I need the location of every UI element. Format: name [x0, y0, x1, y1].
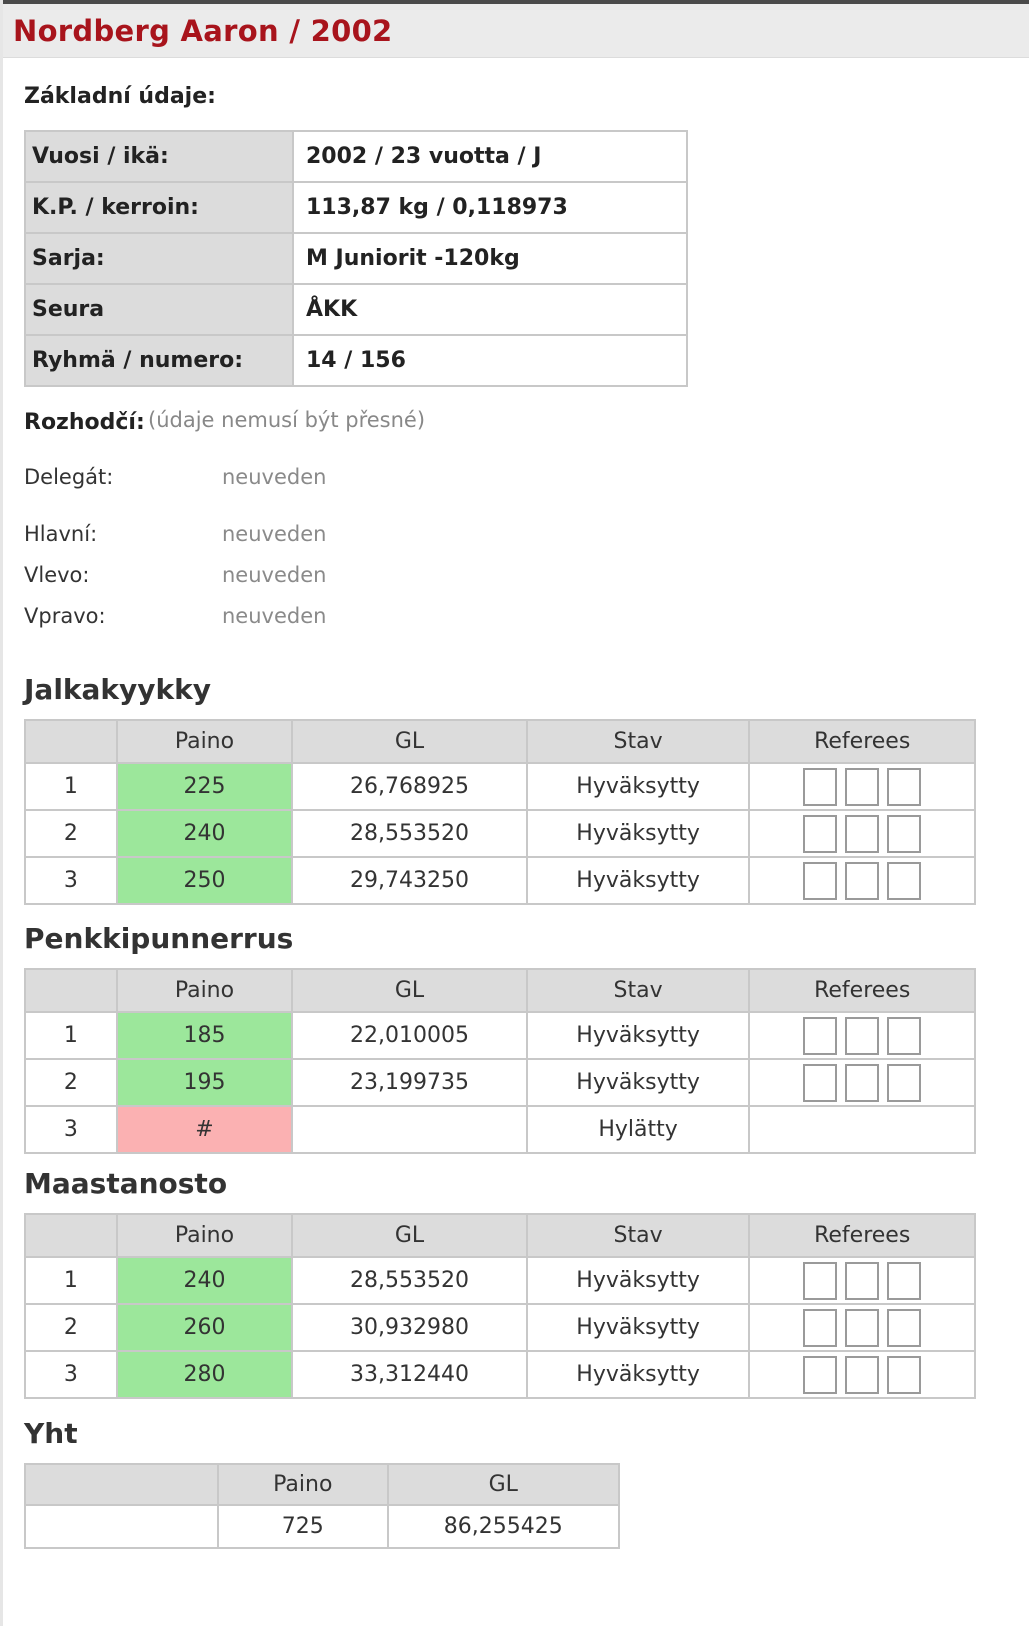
attempt-referees: [749, 763, 975, 810]
total-table: [24, 1463, 620, 1549]
referee-lights: [803, 1262, 921, 1300]
total-header-weight: Paino: [218, 1464, 387, 1505]
lift-title-bench: Penkkipunnerrus: [24, 922, 294, 955]
attempt-row: [25, 857, 975, 904]
attempt-row: [25, 1012, 975, 1059]
referee-value-delegate: neuveden: [222, 465, 327, 489]
header-gl: GL: [292, 969, 527, 1012]
attempt-number: 1: [25, 1257, 117, 1304]
referee-lights: [803, 1356, 921, 1394]
attempt-gl: 22,010005: [292, 1012, 527, 1059]
referee-light: [803, 1017, 837, 1055]
lift-table-deadlift: [24, 1213, 976, 1399]
referee-lights: [803, 815, 921, 853]
attempt-number: 3: [25, 857, 117, 904]
attempt-referees: [749, 1351, 975, 1398]
attempt-status: Hyväksytty: [527, 1257, 750, 1304]
referee-value-main: neuveden: [222, 522, 327, 546]
referee-light: [845, 1017, 879, 1055]
header-referees: Referees: [749, 1214, 975, 1257]
info-label: K.P. / kerroin:: [25, 182, 293, 233]
info-row-group: [25, 335, 687, 386]
total-gl: 86,255425: [388, 1505, 619, 1548]
attempt-status: Hyväksytty: [527, 1012, 750, 1059]
info-value: M Juniorit -120kg: [293, 233, 687, 284]
total-header-gl: GL: [388, 1464, 619, 1505]
referee-light: [803, 1262, 837, 1300]
info-row-category: [25, 233, 687, 284]
header-weight: Paino: [117, 1214, 293, 1257]
attempt-weight: #: [117, 1106, 293, 1153]
referee-light: [887, 1064, 921, 1102]
attempt-weight: 225: [117, 763, 293, 810]
attempt-weight: 195: [117, 1059, 293, 1106]
header-status: Stav: [527, 1214, 750, 1257]
attempt-number: 2: [25, 810, 117, 857]
referee-light: [887, 815, 921, 853]
attempt-row: [25, 1304, 975, 1351]
attempt-number: 1: [25, 763, 117, 810]
referee-lights: [803, 1309, 921, 1347]
attempt-weight: 185: [117, 1012, 293, 1059]
attempt-number: 3: [25, 1351, 117, 1398]
header-no: [25, 1214, 117, 1257]
referee-light: [803, 1356, 837, 1394]
attempt-weight: 240: [117, 810, 293, 857]
total-weight: 725: [218, 1505, 387, 1548]
info-label: Vuosi / ikä:: [25, 131, 293, 182]
basic-info-table: [24, 130, 688, 387]
attempt-row: [25, 763, 975, 810]
attempt-status: Hyväksytty: [527, 1351, 750, 1398]
info-label: Seura: [25, 284, 293, 335]
attempt-status: Hyväksytty: [527, 810, 750, 857]
attempt-row: [25, 1059, 975, 1106]
referee-label-delegate: Delegát:: [24, 465, 114, 489]
referee-light: [887, 1356, 921, 1394]
header-bar: [3, 4, 1029, 58]
info-row-bodyweight: [25, 182, 687, 233]
referee-light: [845, 1309, 879, 1347]
referee-light: [845, 768, 879, 806]
attempt-row: [25, 1106, 975, 1153]
referee-light: [845, 1064, 879, 1102]
total-title: Yht: [24, 1417, 78, 1450]
attempt-weight: 250: [117, 857, 293, 904]
referee-label-main: Hlavní:: [24, 522, 98, 546]
referee-lights: [803, 1064, 921, 1102]
referees-heading: Rozhodčí:: [24, 410, 145, 435]
lift-header-row: [25, 969, 975, 1012]
attempt-gl: 26,768925: [292, 763, 527, 810]
attempt-status: Hyväksytty: [527, 1304, 750, 1351]
attempt-gl: 33,312440: [292, 1351, 527, 1398]
header-weight: Paino: [117, 720, 293, 763]
attempt-referees: [749, 1106, 975, 1153]
basic-info-heading: Základní údaje:: [24, 84, 216, 109]
referees-note: (údaje nemusí být přesné): [148, 408, 426, 432]
referee-light: [887, 862, 921, 900]
attempt-referees: [749, 1257, 975, 1304]
attempt-referees: [749, 1304, 975, 1351]
attempt-status: Hyväksytty: [527, 857, 750, 904]
referee-light: [845, 1262, 879, 1300]
info-value: 113,87 kg / 0,118973: [293, 182, 687, 233]
info-row-club: [25, 284, 687, 335]
referee-label-left: Vlevo:: [24, 563, 90, 587]
lift-title-squat: Jalkakyykky: [24, 673, 212, 706]
total-row: [25, 1505, 619, 1548]
attempt-row: [25, 1351, 975, 1398]
attempt-gl: 30,932980: [292, 1304, 527, 1351]
attempt-number: 3: [25, 1106, 117, 1153]
attempt-status: Hyväksytty: [527, 763, 750, 810]
referee-lights: [803, 862, 921, 900]
referee-lights: [803, 1017, 921, 1055]
referee-light: [887, 768, 921, 806]
info-label: Ryhmä / numero:: [25, 335, 293, 386]
attempt-referees: [749, 1059, 975, 1106]
attempt-gl: 28,553520: [292, 810, 527, 857]
referee-light: [803, 862, 837, 900]
header-status: Stav: [527, 720, 750, 763]
header-referees: Referees: [749, 969, 975, 1012]
referee-light: [887, 1017, 921, 1055]
header-gl: GL: [292, 720, 527, 763]
info-row-year: [25, 131, 687, 182]
attempt-number: 2: [25, 1059, 117, 1106]
header-referees: Referees: [749, 720, 975, 763]
header-status: Stav: [527, 969, 750, 1012]
lift-title-deadlift: Maastanosto: [24, 1167, 228, 1200]
referee-light: [803, 768, 837, 806]
lift-header-row: [25, 720, 975, 763]
referee-value-right: neuveden: [222, 604, 327, 628]
attempt-status: Hylätty: [527, 1106, 750, 1153]
attempt-referees: [749, 810, 975, 857]
attempt-gl: 28,553520: [292, 1257, 527, 1304]
attempt-weight: 260: [117, 1304, 293, 1351]
header-weight: Paino: [117, 969, 293, 1012]
attempt-row: [25, 810, 975, 857]
attempt-referees: [749, 857, 975, 904]
lift-header-row: [25, 1214, 975, 1257]
attempt-gl: 29,743250: [292, 857, 527, 904]
attempt-number: 2: [25, 1304, 117, 1351]
referee-label-right: Vpravo:: [24, 604, 106, 628]
header-no: [25, 720, 117, 763]
referee-light: [887, 1262, 921, 1300]
header-no: [25, 969, 117, 1012]
total-blank: [25, 1505, 218, 1548]
lift-table-squat: [24, 719, 976, 905]
referee-lights: [803, 768, 921, 806]
referee-light: [803, 815, 837, 853]
referee-light: [887, 1309, 921, 1347]
attempt-row: [25, 1257, 975, 1304]
lift-table-bench: [24, 968, 976, 1154]
info-label: Sarja:: [25, 233, 293, 284]
attempt-weight: 280: [117, 1351, 293, 1398]
referee-light: [845, 815, 879, 853]
attempt-weight: 240: [117, 1257, 293, 1304]
referee-light: [845, 1356, 879, 1394]
referee-light: [803, 1064, 837, 1102]
referee-light: [845, 862, 879, 900]
referee-light: [803, 1309, 837, 1347]
attempt-referees: [749, 1012, 975, 1059]
attempt-number: 1: [25, 1012, 117, 1059]
attempt-gl: 23,199735: [292, 1059, 527, 1106]
total-header-blank: [25, 1464, 218, 1505]
referee-value-left: neuveden: [222, 563, 327, 587]
info-value: 14 / 156: [293, 335, 687, 386]
left-border: [0, 0, 3, 1626]
attempt-gl: [292, 1106, 527, 1153]
total-header-row: [25, 1464, 619, 1505]
info-value: ÅKK: [293, 284, 687, 335]
attempt-status: Hyväksytty: [527, 1059, 750, 1106]
info-value: 2002 / 23 vuotta / J: [293, 131, 687, 182]
athlete-title: Nordberg Aaron / 2002: [13, 14, 393, 48]
header-gl: GL: [292, 1214, 527, 1257]
